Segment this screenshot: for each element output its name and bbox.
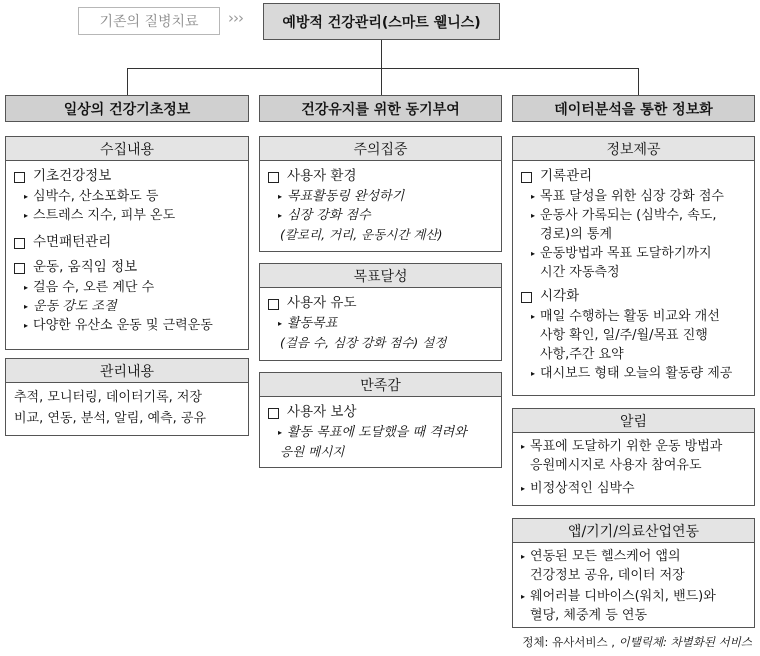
triangle-bullet-icon: ▸ (278, 319, 283, 328)
item-text: 심장 강화 점수 (287, 208, 371, 223)
footnote-normal: 정체: 유사서비스 , (522, 635, 619, 649)
item-text: 심박수, 산소포화도 등 (33, 189, 159, 204)
group-exercise (14, 257, 242, 278)
section-title: 관리내용 (99, 363, 155, 380)
group-sleep (14, 232, 242, 253)
section-title: 수집내용 (99, 141, 155, 158)
item-text: 웨어러블 디바이스(워치, 밴드)와 (530, 589, 716, 604)
column-title: 데이터분석을 통한 정보화 (554, 101, 713, 118)
triangle-bullet-icon: ▸ (24, 283, 29, 292)
list-item (14, 297, 242, 316)
list-item (521, 437, 748, 475)
section-title: 만족감 (360, 377, 401, 394)
item-text: 목표활동링 완성하기 (287, 189, 405, 204)
group-label: 시각화 (540, 288, 580, 304)
square-bullet-icon (521, 292, 532, 303)
square-bullet-icon (14, 238, 25, 249)
item-extra: 응원 메시지 (280, 444, 345, 459)
item-text: 응원메시지로 사용자 참여유도 (530, 458, 702, 473)
list-item (14, 278, 242, 297)
item-extra: (칼로리, 거리, 운동시간 계산) (280, 227, 443, 242)
group-label: 사용자 보상 (287, 404, 357, 420)
item-text: 다양한 유산소 운동 및 근력운동 (33, 318, 213, 333)
list-item (268, 314, 495, 333)
list-item (521, 587, 748, 625)
section-body-alert (512, 432, 755, 506)
item-extra: (걸음 수, 심장 강화 점수) 설정 (280, 335, 447, 350)
main-title: 예방적 건강관리(스마트 웰니스) (282, 14, 481, 31)
triangle-bullet-icon: ▸ (278, 428, 283, 437)
list-item (521, 206, 748, 244)
item-text: 사항 확인, 일/주/월/목표 진행 (540, 328, 708, 343)
connector-top-vertical (381, 40, 382, 69)
group-basic-health (14, 166, 242, 187)
column-header-daily-health (5, 95, 249, 122)
triangle-bullet-icon: ▸ (24, 321, 29, 330)
square-bullet-icon (268, 172, 279, 183)
section-body-collection (5, 160, 249, 350)
group-label: 운동, 움직임 정보 (33, 259, 138, 275)
section-body-attention (259, 160, 502, 252)
section-title: 정보제공 (606, 141, 661, 158)
list-item (14, 187, 242, 206)
group-record (521, 166, 748, 187)
item-text: 목표 달성을 위한 심장 강화 점수 (540, 189, 724, 204)
triangle-bullet-icon: ▸ (531, 192, 536, 201)
group-label: 기록관리 (540, 168, 593, 184)
connector-right (638, 68, 639, 95)
section-header-attention (259, 136, 502, 160)
triangle-bullet-icon: ▸ (521, 484, 526, 493)
triangle-bullet-icon: ▸ (531, 312, 536, 321)
item-text: 시간 자동측정 (540, 265, 620, 280)
group-user-environment (268, 166, 495, 187)
item-text: 사항,주간 요약 (540, 347, 624, 362)
connector-horizontal (127, 68, 639, 69)
group-label: 사용자 유도 (287, 295, 357, 311)
triangle-bullet-icon: ▸ (24, 211, 29, 220)
section-header-management (5, 358, 249, 382)
group-label: 사용자 환경 (287, 168, 357, 184)
column-title: 건강유지를 위한 동기부여 (301, 101, 460, 118)
section-title: 주의집중 (353, 141, 408, 158)
footnote-italic: 이탤릭체: 차별화된 서비스 (618, 635, 752, 649)
item-text: 매일 수행하는 활동 비교와 개선 (540, 309, 720, 324)
square-bullet-icon (14, 172, 25, 183)
square-bullet-icon (268, 299, 279, 310)
column-header-data-analysis (512, 95, 755, 122)
list-item (14, 316, 242, 335)
triangle-bullet-icon: ▸ (24, 302, 29, 311)
item-text: 경로)의 통계 (540, 227, 613, 242)
triangle-bullet-icon: ▸ (531, 369, 536, 378)
connector-middle (381, 68, 382, 95)
list-item (268, 206, 495, 225)
previous-approach-box (78, 7, 220, 35)
connector-left (127, 68, 128, 95)
item-text: 대시보드 형태 오늘의 활동량 제공 (540, 366, 733, 381)
section-body-info (512, 160, 755, 396)
list-item (268, 423, 495, 442)
list-item (521, 307, 748, 364)
group-label: 수면패턴관리 (33, 234, 112, 250)
group-visualization (521, 286, 748, 307)
previous-approach-label: 기존의 질병치료 (99, 14, 199, 30)
group-user-guidance (268, 293, 495, 314)
section-header-goal (259, 263, 502, 287)
section-body-goal (259, 287, 502, 361)
item-text: 연동된 모든 헬스케어 앱의 (530, 549, 681, 564)
triangle-bullet-icon: ▸ (521, 592, 526, 601)
item-text: 운동방법과 목표 도달하기까지 (540, 246, 712, 261)
section-title: 앱/기기/의료산업연동 (567, 523, 700, 540)
section-body-integration (512, 542, 755, 628)
item-text: 스트레스 지수, 피부 온도 (33, 208, 176, 223)
triangle-bullet-icon: ▸ (531, 211, 536, 220)
column-header-motivation (259, 95, 502, 122)
section-header-collection (5, 136, 249, 160)
section-body-satisfaction (259, 396, 502, 468)
triangle-bullet-icon: ▸ (521, 442, 526, 451)
triangle-bullet-icon: ▸ (24, 192, 29, 201)
item-text: 목표에 도달하기 위한 운동 방법과 (530, 439, 723, 454)
group-label: 기초건강정보 (33, 168, 112, 184)
triangle-bullet-icon: ▸ (278, 211, 283, 220)
list-item (521, 187, 748, 206)
list-item (521, 244, 748, 282)
group-user-reward (268, 402, 495, 423)
item-text: 혈당, 체중계 등 연동 (530, 608, 648, 623)
section-header-satisfaction (259, 372, 502, 396)
item-text: 운동 강도 조절 (33, 299, 117, 314)
main-title-box (263, 3, 500, 40)
management-line: 추적, 모니터링, 데이터기록, 저장 (14, 390, 203, 405)
list-item (521, 364, 748, 383)
item-text: 활동목표 (287, 316, 338, 331)
item-text: 걸음 수, 오른 계단 수 (33, 280, 155, 295)
square-bullet-icon (14, 263, 25, 274)
item-text: 비정상적인 심박수 (530, 481, 635, 496)
section-body-management (5, 382, 249, 436)
list-item (521, 547, 748, 585)
triangle-bullet-icon: ▸ (521, 552, 526, 561)
section-title: 목표달성 (353, 268, 408, 285)
section-title: 알림 (619, 413, 648, 430)
list-item (14, 206, 242, 225)
item-text: 운동사 가록되는 (심박수, 속도, (540, 208, 717, 223)
section-header-integration (512, 518, 755, 542)
list-item (268, 187, 495, 206)
item-text: 활동 목표에 도달했을 때 격려와 (287, 425, 467, 440)
column-title: 일상의 건강기초정보 (63, 101, 191, 118)
section-header-info (512, 136, 755, 160)
section-header-alert (512, 408, 755, 432)
list-item (521, 479, 748, 498)
transition-arrows: ››› (228, 9, 243, 27)
footnote (522, 634, 752, 650)
management-line: 비교, 연동, 분석, 알림, 예측, 공유 (14, 411, 207, 426)
item-text: 건강정보 공유, 데이터 저장 (530, 568, 685, 583)
square-bullet-icon (521, 172, 532, 183)
square-bullet-icon (268, 408, 279, 419)
triangle-bullet-icon: ▸ (531, 249, 536, 258)
triangle-bullet-icon: ▸ (278, 192, 283, 201)
